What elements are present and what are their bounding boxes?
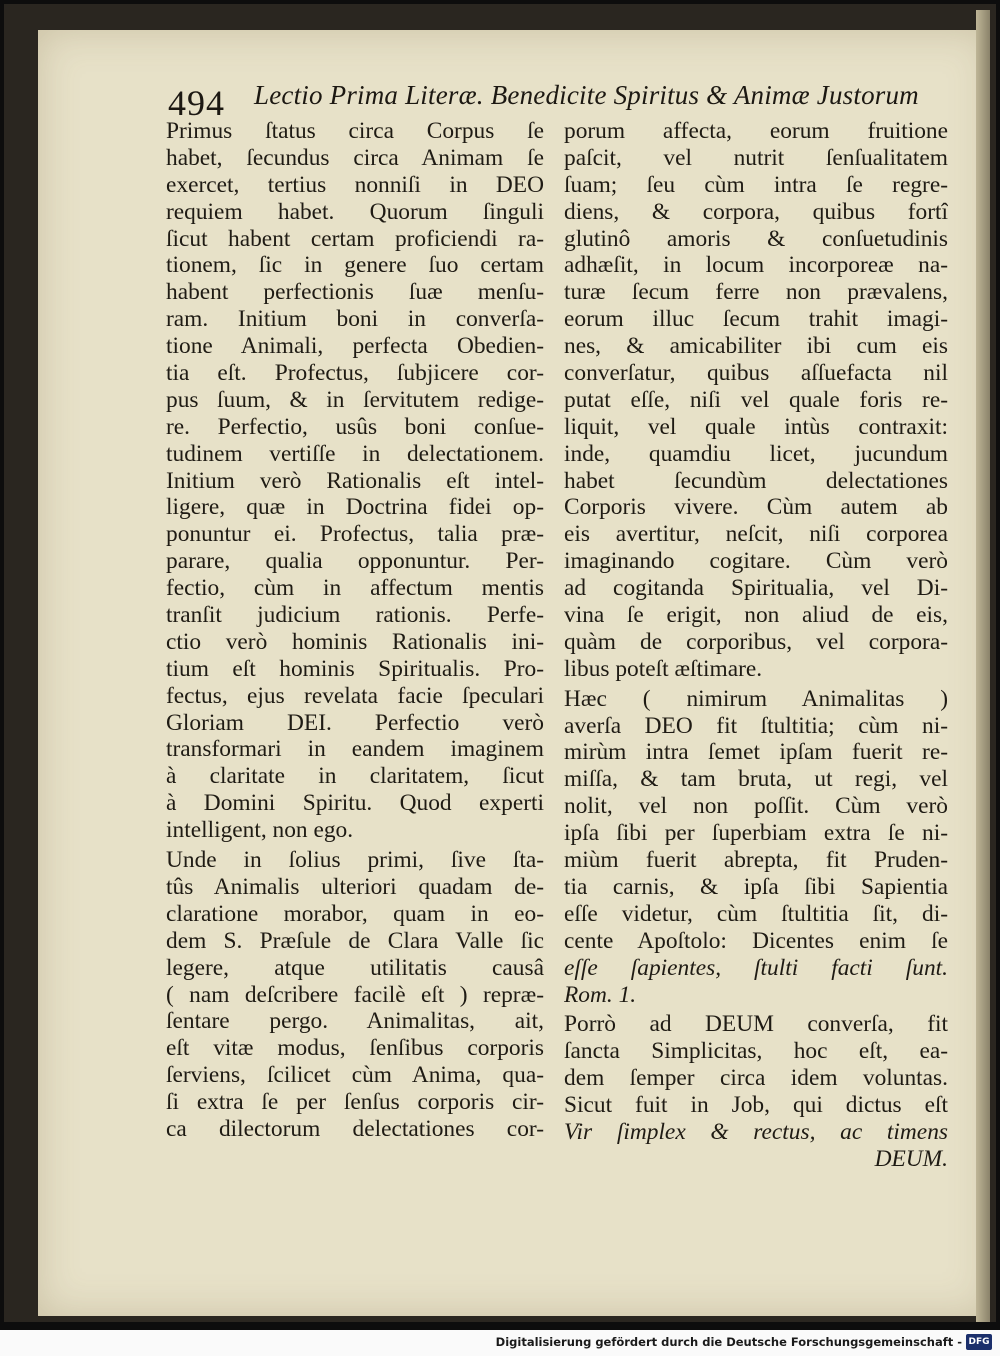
text-line: nolit, vel non poſſit. Cùm verò xyxy=(564,793,948,820)
page-number: 494 xyxy=(168,83,225,123)
text-line: ligere, quæ in Doctrina fidei op- xyxy=(166,494,544,521)
text-column-right xyxy=(564,118,948,1173)
text-line: ipſa ſibi per ſuperbiam extra ſe ni- xyxy=(564,820,948,847)
page-edge xyxy=(976,10,990,1322)
text-line: adhæſit, in locum incorporeæ na- xyxy=(564,252,948,279)
text-line: paſcit, vel nutrit ſenſualitatem xyxy=(564,144,948,171)
text-line: habet ſecundùm delectationes xyxy=(564,467,948,494)
text-line: ctio verò hominis Rationalis ini- xyxy=(166,628,544,655)
text-line: eis avertitur, neſcit, niſi corporea xyxy=(564,521,948,548)
text-line: tione Animali, perfecta Obedien- xyxy=(166,333,544,360)
text-line: Corporis vivere. Cùm autem ab xyxy=(564,494,948,521)
text-line: exercet, tertius nonniſi in DEO xyxy=(166,171,544,198)
funding-notice: Digitalisierung gefördert durch die Deutsche Forschungsgemeinschaft - xyxy=(495,1335,962,1349)
text-line: tranſit judicium rationis. Perfe- xyxy=(166,602,544,629)
text-line: tionem, ſic in genere ſuo certam xyxy=(166,252,544,279)
text-line: averſa DEO fit ſtultitia; cùm ni- xyxy=(564,712,948,739)
text-line: imaginando cogitare. Cùm verò xyxy=(564,548,948,575)
text-line: eorum illuc ſecum trahit imagi- xyxy=(564,306,948,333)
text-line: ram. Initium boni in converſa- xyxy=(166,306,544,333)
text-line: ſi extra ſe per ſenſus corporis cir- xyxy=(166,1089,544,1116)
text-line: ad cogitanda Spiritualia, vel Di- xyxy=(564,575,948,602)
dfg-logo: DFG xyxy=(966,1334,992,1350)
text-line: vina ſe erigit, non aliud de eis, xyxy=(564,602,948,629)
text-line: ſentare pergo. Animalitas, ait, xyxy=(166,1008,544,1035)
text-line: libus poteſt æſtimare. xyxy=(564,655,763,682)
running-title: Lectio Prima Literæ. Benedicite Spiritus & Animæ Justorum xyxy=(254,80,919,110)
text-line: Initium verò Rationalis eſt intel- xyxy=(166,467,544,494)
text-line: tium eſt hominis Spiritualis. Pro- xyxy=(166,655,544,682)
text-line: dem S. Præſule de Clara Valle ſic xyxy=(166,927,544,954)
text-line: miùm fuerit abrepta, fit Pruden- xyxy=(564,847,948,874)
text-line: parare, qualia opponuntur. Per- xyxy=(166,548,544,575)
text-line: ſuam; ſeu cùm intra ſe regre- xyxy=(564,171,948,198)
text-line: nes, & amicabiliter ibi cum eis xyxy=(564,333,948,360)
text-line: mirùm intra ſemet ipſam fuerit re- xyxy=(564,739,948,766)
text-line: porum affecta, eorum fruitione xyxy=(564,118,948,144)
text-line: tudinem vertiſſe in delectationem. xyxy=(166,440,544,467)
digitization-footer xyxy=(0,1330,1000,1356)
text-line: putat eſſe, niſi vel quale foris re- xyxy=(564,386,948,413)
text-line: legere, atque utilitatis causâ xyxy=(166,954,544,981)
text-line: miſſa, & tam bruta, ut regi, vel xyxy=(564,766,948,793)
text-line: habet, ſecundus circa Animam ſe xyxy=(166,144,544,171)
text-line: fectio, cùm in affectum mentis xyxy=(166,575,544,602)
text-line: pus ſuum, & in ſervitutem redige- xyxy=(166,386,544,413)
text-line: inde, quamdiu licet, jucundum xyxy=(564,440,948,467)
text-line: diens, & corpora, quibus fortî xyxy=(564,198,948,225)
text-line: cente Apoſtolo: Dicentes enim ſe xyxy=(564,927,948,954)
text-line: Primus ſtatus circa Corpus ſe xyxy=(166,118,544,144)
text-line: Porrò ad DEUM converſa, fit xyxy=(564,1011,948,1038)
text-line: habent perfectionis ſuæ menſu- xyxy=(166,279,544,306)
text-line: ca dilectorum delectationes cor- xyxy=(166,1115,544,1142)
text-line: re. Perfectio, usûs boni conſue- xyxy=(166,413,544,440)
text-line: ſicut habent certam proficiendi ra- xyxy=(166,225,544,252)
text-line: eſſe ſapientes, ſtulti facti ſunt. xyxy=(564,954,948,981)
text-line: transformari in eandem imaginem xyxy=(166,736,544,763)
text-line: ſerviens, ſcilicet cùm Anima, qua- xyxy=(166,1062,544,1089)
text-line: intelligent, non ego. xyxy=(166,817,354,844)
text-line: Sicut fuit in Job, qui dictus eſt xyxy=(564,1092,948,1119)
text-line: converſatur, quibus aſſuefacta nil xyxy=(564,360,948,387)
text-line: tia eſt. Profectus, ſubjicere cor- xyxy=(166,360,544,387)
text-line: Unde in ſolius primi, ſive ſta- xyxy=(166,847,544,874)
text-line: Vir ſimplex & rectus, ac timens xyxy=(564,1118,948,1145)
text-line: claratione morabor, quam in eo- xyxy=(166,900,544,927)
text-line: ſancta Simplicitas, hoc eſt, ea- xyxy=(564,1038,948,1065)
text-line: Gloriam DEI. Perfectio verò xyxy=(166,709,544,736)
text-line: liquit, vel quale intùs contraxit: xyxy=(564,413,948,440)
text-line: fectus, ejus revelata facie ſpeculari xyxy=(166,682,544,709)
text-line: turæ ſecum ferre non prævalens, xyxy=(564,279,948,306)
text-line: dem ſemper circa idem voluntas. xyxy=(564,1065,948,1092)
text-line: quàm de corporibus, vel corpora- xyxy=(564,628,948,655)
text-line: requiem habet. Quorum ſinguli xyxy=(166,198,544,225)
text-line: tia carnis, & ipſa ſibi Sapientia xyxy=(564,873,948,900)
text-line: Rom. 1. xyxy=(564,981,637,1008)
text-line: eſſe videtur, cùm ſtultitia ſit, di- xyxy=(564,900,948,927)
text-column-left xyxy=(166,118,544,1143)
text-line: à Domini Spiritu. Quod experti xyxy=(166,790,544,817)
text-line: eſt vitæ modus, ſenſibus corporis xyxy=(166,1035,544,1062)
text-line: Hæc ( nimirum Animalitas ) xyxy=(564,685,948,712)
text-line: DEUM. xyxy=(874,1145,948,1172)
text-line: tûs Animalis ulteriori quadam de- xyxy=(166,873,544,900)
text-line: ponuntur ei. Profectus, talia præ- xyxy=(166,521,544,548)
text-line: ( nam deſcribere facilè eſt ) repræ- xyxy=(166,981,544,1008)
text-line: à claritate in claritatem, ſicut xyxy=(166,763,544,790)
text-line: glutinô amoris & conſuetudinis xyxy=(564,225,948,252)
